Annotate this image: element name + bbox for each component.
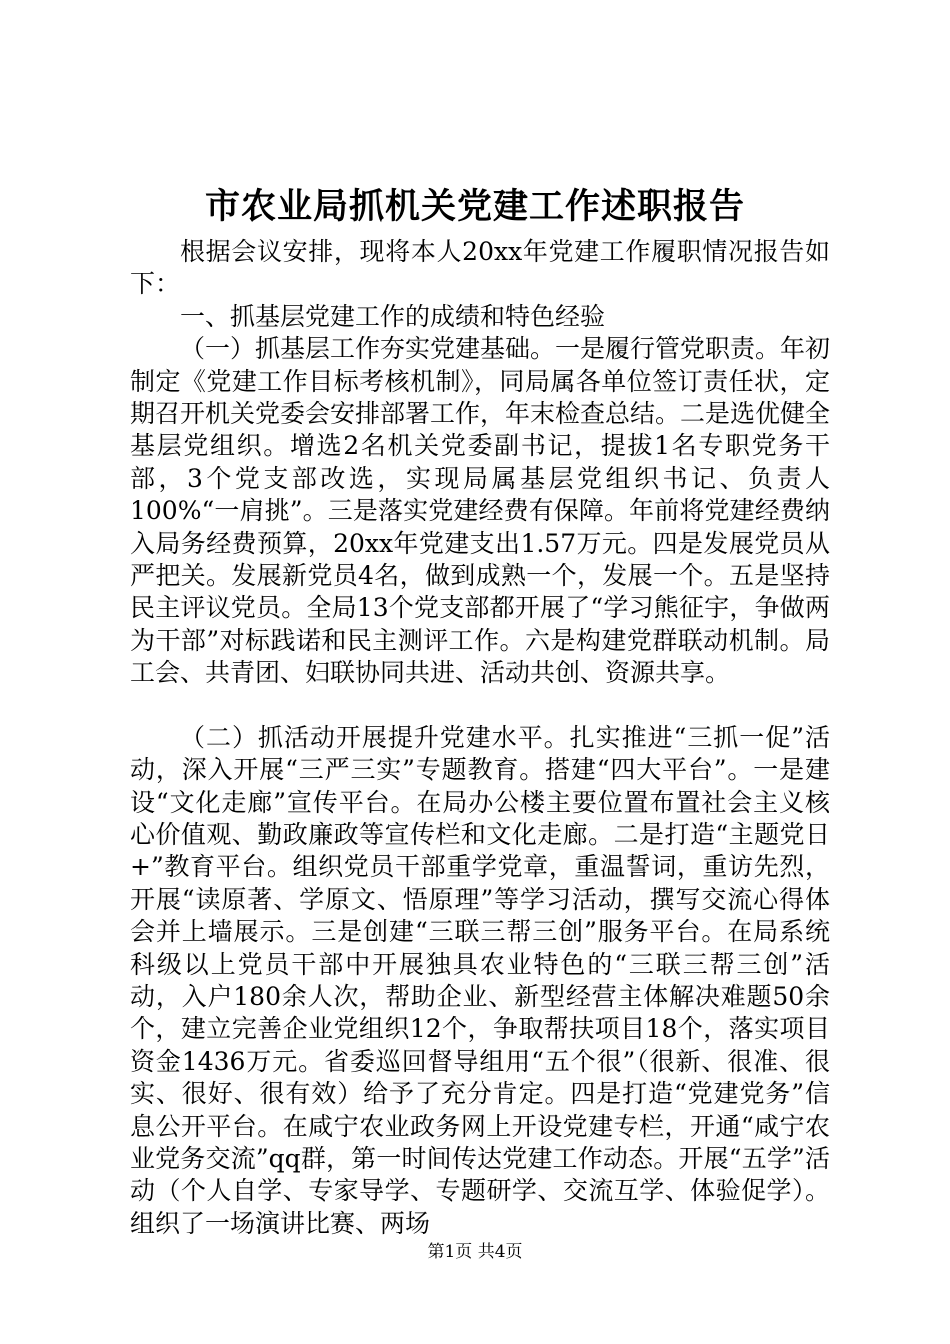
section-heading: 一、抓基层党建工作的成绩和特色经验 — [180, 301, 606, 331]
page-number: 第1页 共4页 — [427, 1242, 523, 1262]
paragraph-grassroots: （一）抓基层工作夯实党建基础。一是履行管党职责。年初制定《党建工作目标考核机制》，同局属各单位签订责任状，定期召开机关党委会安排部署工作，年末检查总结。二是选优健全基层党组织。增选2名机关党委副书记，提拔1名专职党务干部，3个党支部改选，实现局属基层党组织书记、负责人100%“一肩挑”。三是落实党建经费有保障。年前将党建经费纳入局务经费预算，20xx年党建支出1.57万元。四是发展党员从严把关。发展新党员4名，做到成熟一个，发展一个。五是坚持民主评议党员。全局13个党支部都开展了“学习熊征宇，争做两为干部”对标践诺和民主测评工作。六是构建党群联动机制。局工会、共青团、妇联协同共进、活动共创、资源共享。 — [130, 334, 831, 688]
intro-paragraph: 根据会议安排，现将本人20xx年党建工作履职情况报告如下： — [130, 237, 830, 299]
paragraph-activities: （二）抓活动开展提升党建水平。扎实推进“三抓一促”活动，深入开展“三严三实”专题教育。搭建“四大平台”。一是建设“文化走廊”宣传平台。在局办公楼主要位置布置社会主义核心价值观、勤政廉政等宣传栏和文化走廊。二是打造“主题党日+”教育平台。组织党员干部重学党章，重温誓词，重访先烈，开展“读原著、学原文、悟原理”等学习活动，撰写交流心得体会并上墙展示。三是创建“三联三帮三创”服务平台。在局系统科级以上党员干部中开展独具农业特色的“三联三帮三创”活动，入户180余人次，帮助企业、新型经营主体解决难题50余个，建立完善企业党组织12个，争取帮扶项目18个，落实项目资金1436万元。省委巡回督导组用“五个很”（很新、很准、很实、很好、很有效）给予了充分肯定。四是打造“党建党务”信息公开平台。在咸宁农业政务网上开设党建专栏，开通“咸宁农业党务交流”qq群，第一时间传达党建工作动态。开展“五学”活动（个人自学、专家导学、专题研学、交流互学、体验促学）。组织了一场演讲比赛、两场 — [130, 722, 830, 1238]
document-title: 市农业局抓机关党建工作述职报告 — [204, 186, 745, 227]
document-body — [130, 236, 830, 1240]
